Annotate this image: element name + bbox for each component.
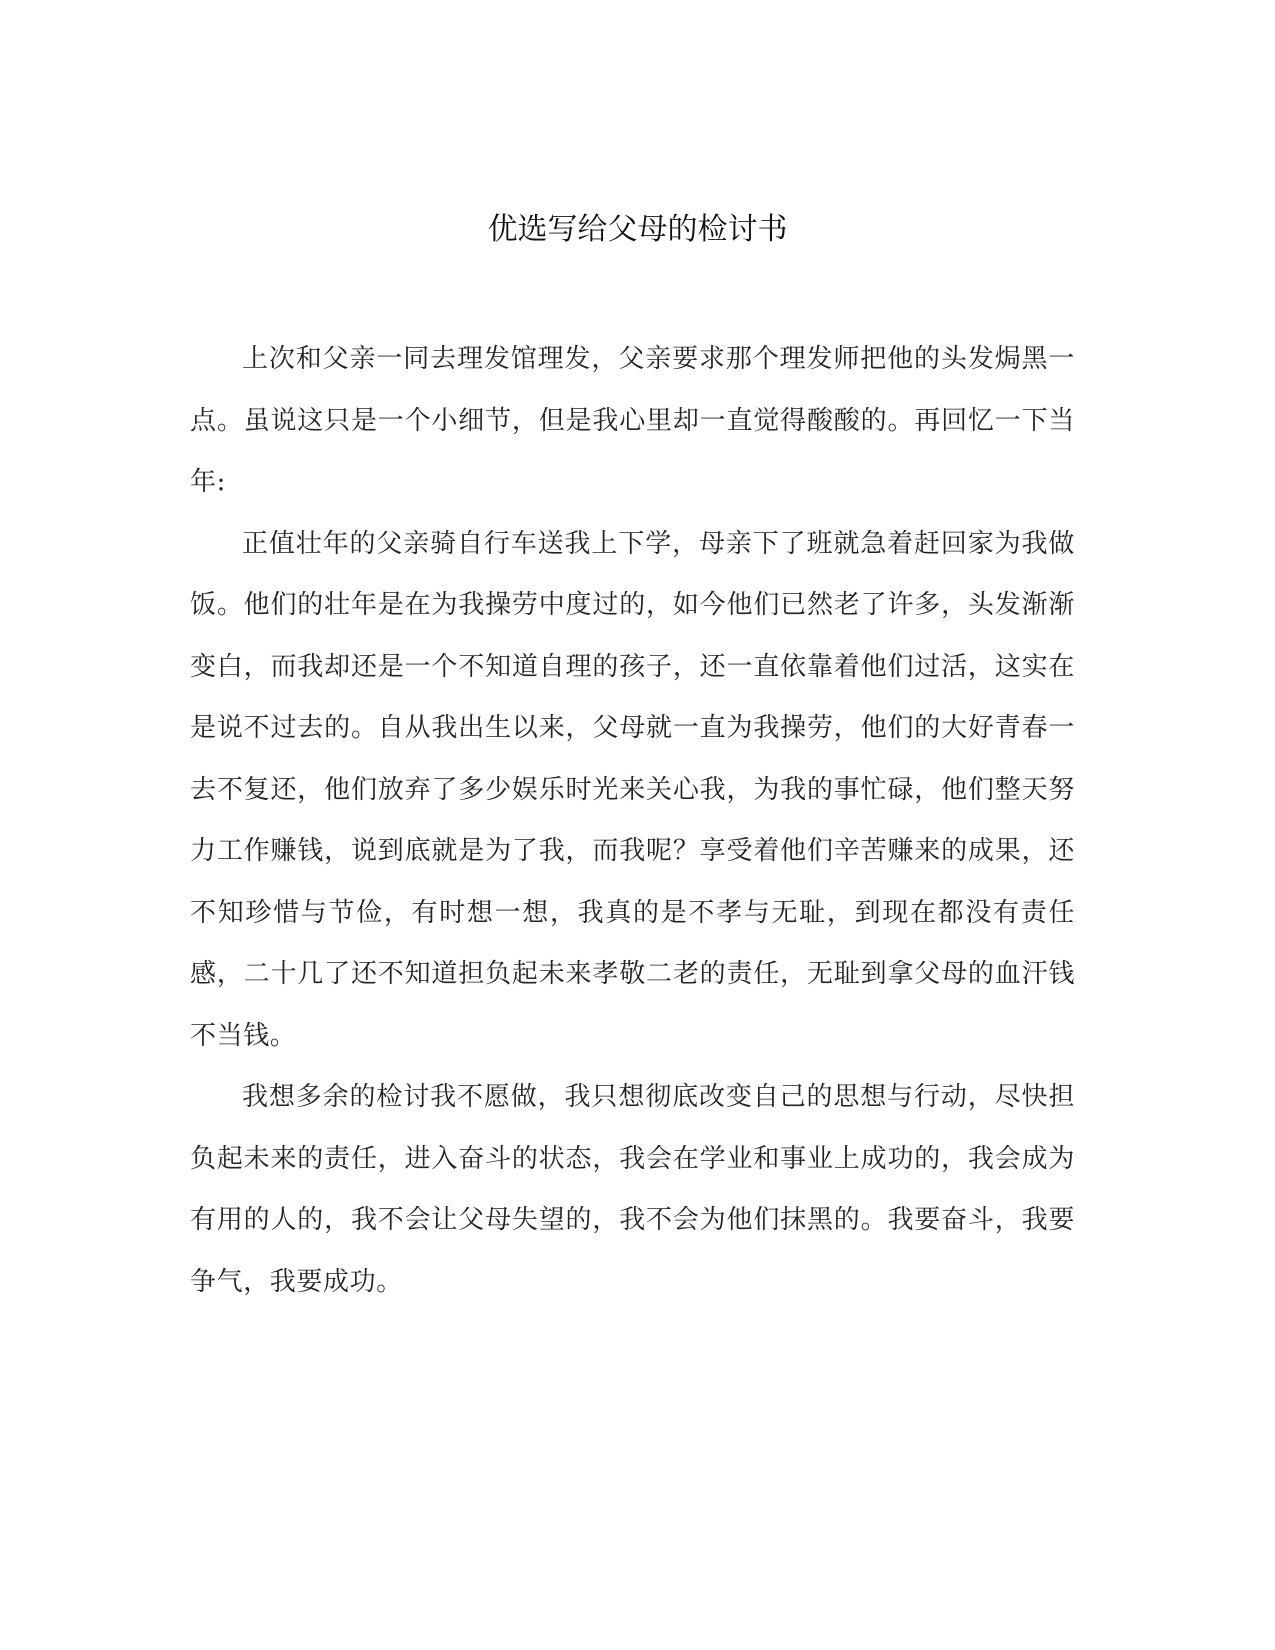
paragraph-3: 我想多余的检讨我不愿做，我只想彻底改变自己的思想与行动，尽快担负起未来的责任，进入奋斗的状态，我会在学业和事业上成功的，我会成为有用的人的，我不会让父母失望的，我不会为他们抹黑的。我要奋斗，我要争气，我要成功。 <box>190 1082 1075 1297</box>
paragraph-2: 正值壮年的父亲骑自行车送我上下学，母亲下了班就急着赶回家为我做饭。他们的壮年是在为我操劳中度过的，如今他们已然老了许多，头发渐渐变白，而我却还是一个不知道自理的孩子，还一直依靠着他们过活，这实在是说不过去的。自从我出生以来，父母就一直为我操劳，他们的大好青春一去不复还，他们放弃了多少娱乐时光来关心我，为我的事忙碌，他们整天努力工作赚钱，说到底就是为了我，而我呢？享受着他们辛苦赚来的成果，还不知珍惜与节俭，有时想一想，我真的是不孝与无耻，到现在都没有责任感，二十几了还不知道担负起未来孝敬二老的责任，无耻到拿父母的血汗钱不当钱。 <box>190 528 1075 1051</box>
document-title: 优选写给父母的检讨书 <box>487 212 788 247</box>
document-body <box>190 329 1075 1313</box>
paragraph-1: 上次和父亲一同去理发馆理发，父亲要求那个理发师把他的头发焗黑一点。虽说这只是一个小细节，但是我心里却一直觉得酸酸的。再回忆一下当年: <box>190 344 1075 497</box>
